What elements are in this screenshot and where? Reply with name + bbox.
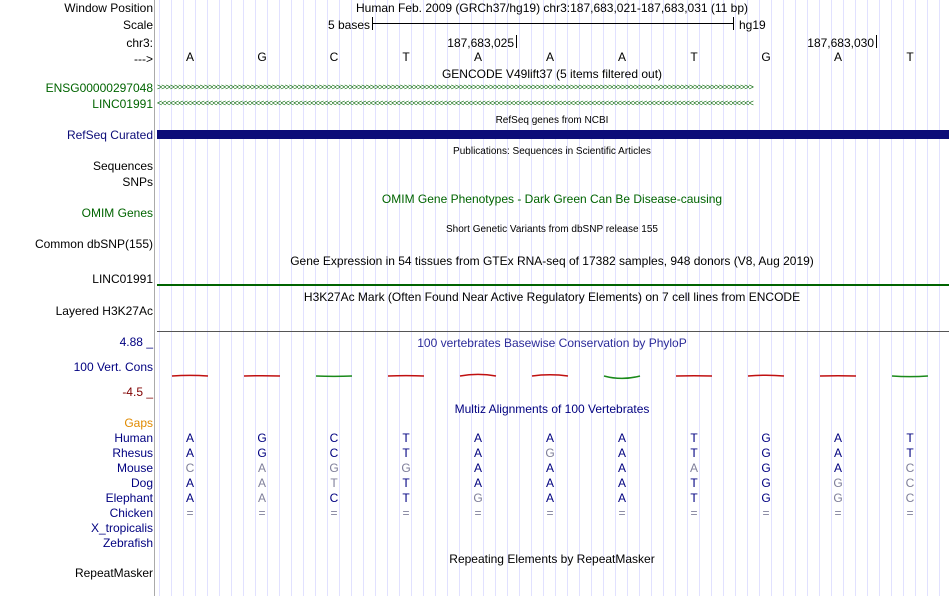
alignment-base: T	[330, 476, 338, 490]
label-snps[interactable]: SNPs	[122, 175, 153, 189]
assembly-label: hg19	[739, 18, 766, 32]
alignment-base: T	[402, 431, 410, 445]
reference-base[interactable]: A	[545, 50, 554, 64]
alignment-base: A	[257, 461, 266, 475]
alignment-base: A	[833, 431, 842, 445]
alignment-base: C	[329, 431, 339, 445]
species-label[interactable]: X_tropicalis	[90, 521, 153, 535]
phylop-mark	[604, 376, 640, 378]
alignment-base: A	[545, 461, 554, 475]
alignment-base: G	[761, 446, 771, 460]
label-common-dbsnp[interactable]: Common dbSNP(155)	[34, 237, 153, 251]
position-label-1: 187,683,025	[447, 36, 514, 50]
alignment-base: A	[545, 476, 554, 490]
alignment-base: G	[401, 461, 411, 475]
alignment-base: C	[905, 491, 915, 505]
multiz-track-title: Multiz Alignments of 100 Vertebrates	[454, 402, 650, 416]
alignment-base: A	[617, 446, 626, 460]
species-label[interactable]: Elephant	[105, 491, 153, 505]
label-chr: chr3:	[126, 36, 153, 50]
alignment-base: A	[833, 461, 842, 475]
reference-base[interactable]: A	[185, 50, 194, 64]
alignment-base: C	[329, 491, 339, 505]
phylop-mark	[892, 376, 928, 377]
label-refseq-curated[interactable]: RefSeq Curated	[66, 128, 153, 142]
alignment-base: T	[402, 446, 410, 460]
gtex-track-title: Gene Expression in 54 tissues from GTEx RNA-seq of 17382 samples, 948 donors (V8, Aug 2019)	[290, 254, 814, 268]
position-tick-1	[516, 35, 517, 48]
alignment-base: =	[546, 506, 554, 520]
label-gaps[interactable]: Gaps	[124, 416, 153, 430]
alignment-base: A	[617, 491, 626, 505]
reference-base[interactable]: T	[402, 50, 410, 64]
alignment-base: T	[402, 491, 410, 505]
position-header: Human Feb. 2009 (GRCh37/hg19) chr3:187,683,021-187,683,031 (11 bp)	[355, 1, 749, 15]
alignment-base: A	[185, 446, 194, 460]
reference-base[interactable]: A	[473, 50, 482, 64]
alignment-base: T	[906, 431, 914, 445]
alignment-base: =	[906, 506, 914, 520]
alignment-base: =	[618, 506, 626, 520]
phylop-mark	[460, 374, 496, 376]
alignment-base: C	[185, 461, 195, 475]
alignment-base: T	[690, 476, 698, 490]
refseq-gene-bar[interactable]	[157, 130, 949, 139]
refseq-track-title: RefSeq genes from NCBI	[495, 115, 609, 126]
alignment-base: A	[617, 431, 626, 445]
alignment-base: A	[185, 476, 194, 490]
alignment-base: =	[330, 506, 338, 520]
alignment-base: T	[690, 446, 698, 460]
label-vert-cons[interactable]: 100 Vert. Cons	[73, 360, 153, 374]
h3k27ac-baseline	[157, 331, 949, 332]
alignment-base: G	[545, 446, 555, 460]
label-cons-max: 4.88 _	[119, 335, 153, 349]
alignment-base: G	[761, 461, 771, 475]
label-scale: Scale	[122, 18, 153, 32]
alignment-base: G	[761, 491, 771, 505]
alignment-base: G	[473, 491, 483, 505]
species-label[interactable]: Dog	[130, 476, 153, 490]
alignment-base: A	[257, 491, 266, 505]
gtex-expression-bar[interactable]	[157, 284, 949, 286]
species-label[interactable]: Zebrafish	[102, 536, 153, 550]
alignment-base: A	[473, 431, 482, 445]
gencode-track-title: GENCODE V49lift37 (5 items filtered out)	[441, 67, 663, 81]
alignment-base: A	[473, 461, 482, 475]
alignment-base: C	[905, 476, 915, 490]
reference-base[interactable]: T	[690, 50, 698, 64]
label-repeatmasker[interactable]: RepeatMasker	[74, 566, 153, 580]
linc01991-gene-strand[interactable]: <<<<<<<<<<<<<<<<<<<<<<<<<<<<<<<<<<<<<<<<<<<<<<<<<<<<<<<<<<<<<<<<<<<<<<<<<<<<<<<<<<<<<<<<<<<<<<<<<<<<<<<<<<<<<<<<<<<<<<<<<<<<<<<<<<<<<<<<<<<<	[157, 99, 753, 108]
alignment-base: G	[761, 476, 771, 490]
reference-base[interactable]: T	[906, 50, 914, 64]
label-cons-min: -4.5 _	[122, 385, 153, 399]
scale-text: 5 bases	[327, 18, 370, 32]
alignment-base: T	[690, 431, 698, 445]
alignment-base: G	[257, 446, 267, 460]
label-sequences[interactable]: Sequences	[92, 159, 153, 173]
label-linc01991[interactable]: LINC01991	[92, 97, 153, 111]
reference-base[interactable]: G	[257, 50, 267, 64]
alignment-base: G	[257, 431, 267, 445]
alignment-base: =	[762, 506, 770, 520]
reference-base[interactable]: C	[329, 50, 339, 64]
alignment-base: A	[185, 431, 194, 445]
alignment-base: T	[402, 476, 410, 490]
alignment-base: T	[690, 491, 698, 505]
repeatmasker-track-title: Repeating Elements by RepeatMasker	[449, 552, 655, 566]
alignment-base: A	[833, 446, 842, 460]
label-ensg[interactable]: ENSG00000297048	[45, 81, 153, 95]
label-layered-h3k27ac[interactable]: Layered H3K27Ac	[55, 304, 153, 318]
label-window-position: Window Position	[64, 1, 153, 15]
alignment-base: A	[185, 491, 194, 505]
alignment-base: G	[761, 431, 771, 445]
alignment-base: G	[833, 491, 843, 505]
reference-base[interactable]: G	[761, 50, 771, 64]
alignment-base: A	[617, 476, 626, 490]
species-label[interactable]: Chicken	[109, 506, 153, 520]
label-omim-genes[interactable]: OMIM Genes	[81, 206, 153, 220]
alignment-base: T	[906, 446, 914, 460]
label-linc01991-gtex[interactable]: LINC01991	[92, 272, 153, 286]
phylop-mark	[172, 375, 208, 376]
alignment-base: G	[329, 461, 339, 475]
species-label[interactable]: Rhesus	[112, 446, 153, 460]
alignment-base: A	[689, 461, 698, 475]
position-label-2: 187,683,030	[807, 36, 874, 50]
scale-bar	[372, 23, 733, 24]
h3k27ac-track-title: H3K27Ac Mark (Often Found Near Active Regulatory Elements) on 7 cell lines from ENCODE	[303, 290, 801, 304]
species-label[interactable]: Mouse	[116, 461, 153, 475]
alignment-base: A	[617, 461, 626, 475]
alignment-base: A	[473, 446, 482, 460]
label-strand-arrow: --->	[134, 52, 153, 66]
ensg-gene-strand[interactable]: >>>>>>>>>>>>>>>>>>>>>>>>>>>>>>>>>>>>>>>>>>>>>>>>>>>>>>>>>>>>>>>>>>>>>>>>>>>>>>>>>>>>>>>>>>>>>>>>>>>>>>>>>>>>>>>>>>>>>>>>>>>>>>>>>>>>>>>>>>>>	[157, 83, 753, 92]
alignment-base: =	[834, 506, 842, 520]
label-separator	[154, 0, 155, 596]
reference-base[interactable]: A	[833, 50, 842, 64]
alignment-base: =	[402, 506, 410, 520]
alignment-base: A	[257, 476, 266, 490]
alignment-base: C	[329, 446, 339, 460]
alignment-base: A	[545, 431, 554, 445]
omim-track-title: OMIM Gene Phenotypes - Dark Green Can Be Disease-causing	[381, 192, 723, 206]
phylop-mark	[532, 375, 568, 376]
alignment-base: G	[833, 476, 843, 490]
reference-base[interactable]: A	[617, 50, 626, 64]
alignment-base: =	[258, 506, 266, 520]
phylop-plot[interactable]	[157, 350, 949, 400]
position-tick-2	[876, 35, 877, 48]
alignment-base: =	[690, 506, 698, 520]
phylop-mark	[748, 375, 784, 376]
publications-track-title: Publications: Sequences in Scientific Articles	[453, 146, 651, 157]
species-label[interactable]: Human	[114, 431, 153, 445]
alignment-base: C	[905, 461, 915, 475]
alignment-base: =	[186, 506, 194, 520]
phylop-track-title: 100 vertebrates Basewise Conservation by PhyloP	[417, 336, 687, 350]
scale-bar-right-tick	[733, 17, 734, 30]
alignment-base: A	[473, 476, 482, 490]
dbsnp-track-title: Short Genetic Variants from dbSNP release 155	[446, 224, 658, 235]
alignment-base: =	[474, 506, 482, 520]
alignment-base: A	[545, 491, 554, 505]
